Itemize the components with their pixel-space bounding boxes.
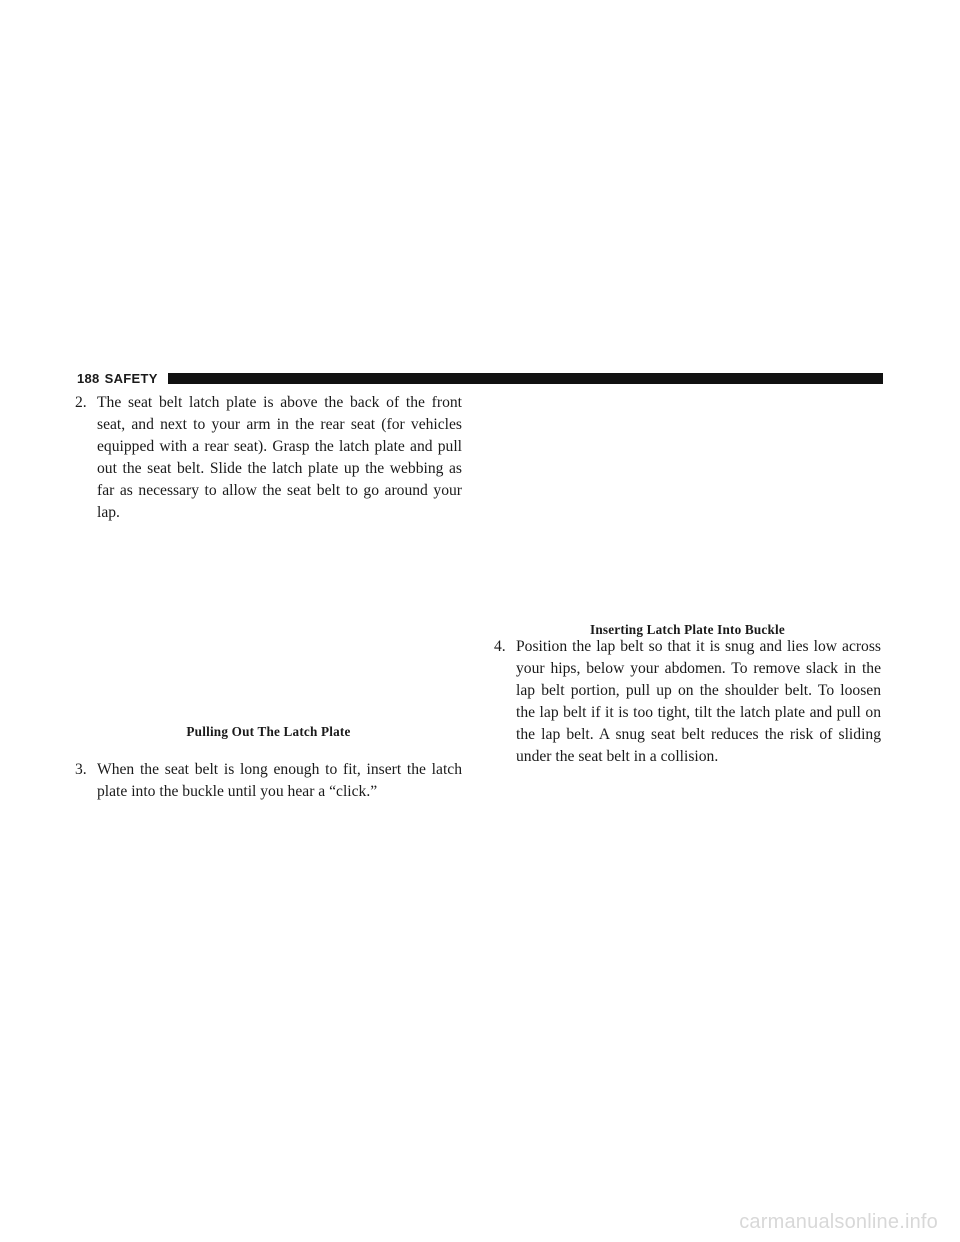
step-number: 2. xyxy=(75,394,87,411)
step-number: 4. xyxy=(494,638,506,655)
left-column-continued xyxy=(75,759,462,803)
figure-pulling-latch-plate xyxy=(75,520,462,739)
figure-inserting-latch-plate xyxy=(494,398,881,637)
watermark: carmanualsonline.info xyxy=(739,1211,938,1233)
figure-caption: Pulling Out The Latch Plate xyxy=(186,724,351,739)
step-text: Position the lap belt so that it is snug and lies low across your hips, below your abdomen. To remove slack in the lap belt portion, pull up on the shoulder belt. To loosen the lap belt if it is too tight, tilt the latch plate and pull on the lap belt. A snug seat belt reduces the risk of sliding under the seat belt in a collision. xyxy=(516,638,881,765)
step-3 xyxy=(75,759,462,803)
left-column xyxy=(75,392,462,524)
step-4 xyxy=(494,636,881,768)
step-2 xyxy=(75,392,462,524)
step-number: 3. xyxy=(75,761,87,778)
section-title: SAFETY xyxy=(104,370,158,386)
header-rule xyxy=(168,373,883,384)
figure-caption: Inserting Latch Plate Into Buckle xyxy=(590,622,785,637)
step-text: The seat belt latch plate is above the back of the front seat, and next to your arm in the rear seat (for vehicles equipped with a rear seat). Grasp the latch plate and pull out the seat belt. Slide the latch plate up the webbing as far as necessary to allow the seat belt to go around your lap. xyxy=(97,394,462,521)
step-text: When the seat belt is long enough to fit, insert the latch plate into the buckle until you hear a “click.” xyxy=(97,761,462,800)
right-column xyxy=(494,636,881,768)
page-number: 188 xyxy=(77,370,100,386)
page-header xyxy=(77,370,883,386)
